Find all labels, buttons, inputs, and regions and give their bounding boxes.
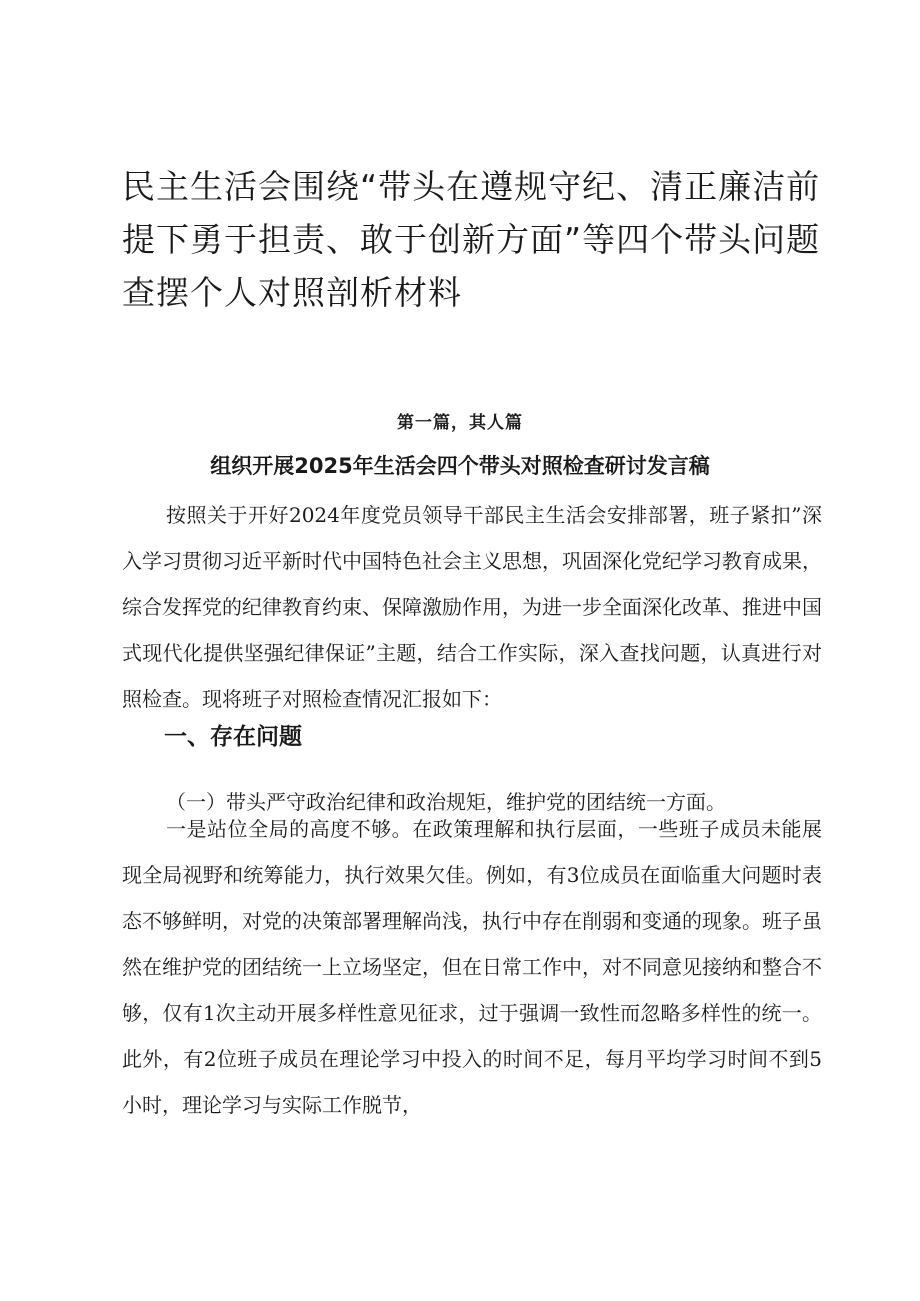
subsection-heading: （一）带头严守政治纪律和政治规矩，维护党的团结统一方面。 bbox=[166, 790, 726, 814]
chapter-label: 第一篇，其人篇 bbox=[397, 413, 523, 433]
speech-title: 组织开展2025年生活会四个带头对照检查研讨发言稿 bbox=[210, 454, 710, 478]
document-main-title: 民主生活会围绕“带头在遵规守纪、清正廉洁前提下勇于担责、敢于创新方面”等四个带头问题查摆个人对照剖析材料 bbox=[122, 167, 821, 312]
body-paragraph: 一是站位全局的高度不够。在政策理解和执行层面，一些班子成员未能展现全局视野和统筹能力，执行效果欠佳。例如，有3位成员在面临重大问题时表态不够鲜明，对党的决策部署理解尚浅，执行中存在削弱和变通的现象。班子虽然在维护党的团结统一上立场坚定，但在日常工作中，对不同意见接纳和整合不够，仅有1次主动开展多样性意见征求，过于强调一致性而忽略多样性的统一。此外，有2位班子成员在理论学习中投入的时间不足，每月平均学习时间不到5小时，理论学习与实际工作脱节， bbox=[122, 817, 822, 1117]
section-heading: 一、存在问题 bbox=[164, 724, 302, 750]
intro-paragraph: 按照关于开好2024年度党员领导干部民主生活会安排部署，班子紧扣”深入学习贯彻习近平新时代中国特色社会主义思想，巩固深化党纪学习教育成果，综合发挥党的纪律教育约束、保障激励作用，为进一步全面深化改革、推进中国式现代化提供坚强纪律保证”主题，结合工作实际，深入查找问题，认真进行对照检查。现将班子对照检查情况汇报如下： bbox=[122, 503, 822, 711]
